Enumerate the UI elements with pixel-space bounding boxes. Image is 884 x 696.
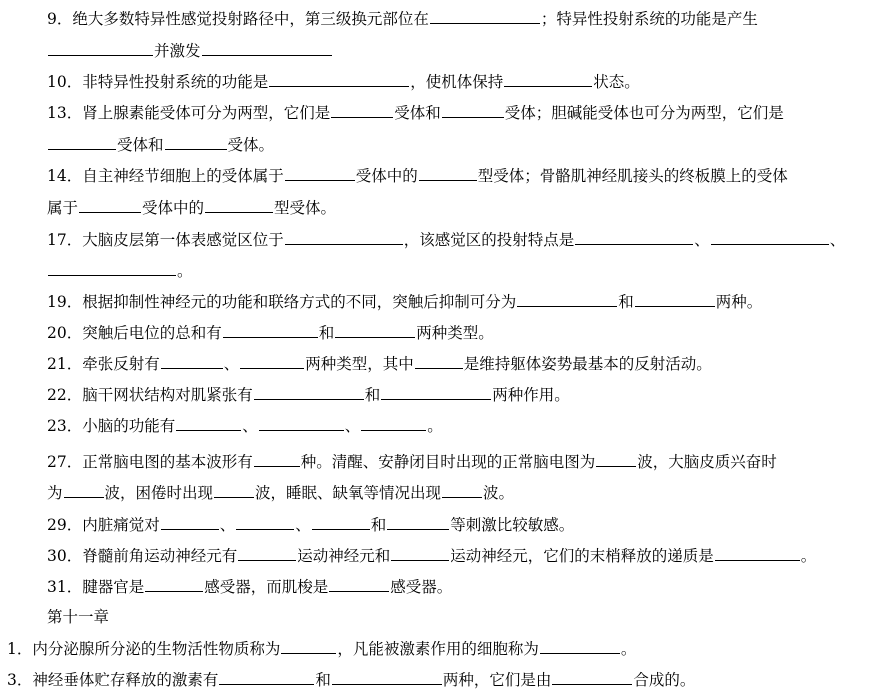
question-text: 13．肾上腺素能受体可分为两型，它们是 bbox=[47, 104, 331, 122]
answer-blank[interactable] bbox=[575, 229, 693, 245]
question-line bbox=[7, 669, 695, 690]
answer-blank[interactable] bbox=[269, 71, 409, 87]
question-line bbox=[47, 545, 816, 566]
question-text: 23．小脑的功能有 bbox=[47, 417, 176, 435]
answer-blank[interactable] bbox=[361, 415, 426, 431]
question-text: ；特异性投射系统的功能是产生 bbox=[540, 10, 758, 28]
question-text: 两种，它们是由 bbox=[442, 671, 552, 689]
question-text: 型受体。 bbox=[274, 199, 337, 217]
question-line bbox=[47, 322, 494, 343]
question-line bbox=[47, 415, 443, 436]
question-line bbox=[47, 40, 333, 61]
question-text: 30．脊髓前角运动神经元有 bbox=[47, 547, 238, 565]
question-text: 波，睡眠、缺氧等情况出现 bbox=[255, 484, 442, 502]
question-text: 受体中的 bbox=[142, 199, 205, 217]
answer-blank[interactable] bbox=[552, 669, 632, 685]
question-text: 两种。 bbox=[715, 293, 763, 311]
answer-blank[interactable] bbox=[223, 322, 318, 338]
question-text: 感受器。 bbox=[390, 578, 453, 596]
answer-blank[interactable] bbox=[240, 353, 304, 369]
question-line bbox=[47, 229, 845, 250]
question-text: 和 bbox=[364, 386, 381, 404]
answer-blank[interactable] bbox=[419, 165, 477, 181]
question-text: ，凡能被激素作用的细胞称为 bbox=[337, 640, 539, 658]
question-text: 为 bbox=[47, 484, 63, 502]
question-text: 受体。 bbox=[227, 136, 275, 154]
question-text: 1．内分泌腺所分泌的生物活性物质称为 bbox=[7, 640, 281, 658]
question-line bbox=[47, 102, 784, 123]
question-line bbox=[47, 134, 274, 155]
answer-blank[interactable] bbox=[331, 102, 393, 118]
answer-blank[interactable] bbox=[145, 576, 203, 592]
question-text: 。 bbox=[800, 547, 817, 565]
question-text: 受体；胆碱能受体也可分为两型，它们是 bbox=[504, 104, 784, 122]
question-line bbox=[47, 482, 514, 503]
answer-blank[interactable] bbox=[214, 482, 254, 498]
answer-blank[interactable] bbox=[161, 514, 219, 530]
question-text: 和 bbox=[318, 324, 335, 342]
question-text: ，该感觉区的投射特点是 bbox=[403, 231, 575, 249]
answer-blank[interactable] bbox=[254, 451, 300, 467]
question-text: 。 bbox=[620, 640, 637, 658]
answer-blank[interactable] bbox=[540, 638, 620, 654]
question-line bbox=[47, 165, 788, 186]
question-line bbox=[47, 8, 758, 29]
question-text: 22．脑干网状结构对肌紧张有 bbox=[47, 386, 253, 404]
question-text: 9．绝大多数特异性感觉投射路径中，第三级换元部位在 bbox=[47, 10, 429, 28]
question-text: 感受器，而肌梭是 bbox=[204, 578, 329, 596]
answer-blank[interactable] bbox=[259, 415, 344, 431]
question-text: 受体中的 bbox=[355, 167, 418, 185]
answer-blank[interactable] bbox=[711, 229, 829, 245]
question-text: 14．自主神经节细胞上的受体属于 bbox=[47, 167, 284, 185]
answer-blank[interactable] bbox=[715, 545, 800, 561]
question-text: 29．内脏痛觉对 bbox=[47, 516, 160, 534]
answer-blank[interactable] bbox=[79, 197, 141, 213]
answer-blank[interactable] bbox=[254, 384, 364, 400]
answer-blank[interactable] bbox=[238, 545, 296, 561]
answer-blank[interactable] bbox=[517, 291, 617, 307]
answer-blank[interactable] bbox=[202, 40, 332, 56]
question-text: 、 bbox=[295, 516, 311, 534]
question-text: 波，大脑皮质兴奋时 bbox=[637, 453, 777, 471]
question-text: 31．腱器官是 bbox=[47, 578, 145, 596]
answer-blank[interactable] bbox=[504, 71, 592, 87]
question-text: 受体和 bbox=[394, 104, 441, 122]
question-text: 状态。 bbox=[593, 73, 640, 91]
question-text: 、 bbox=[219, 516, 236, 534]
question-line bbox=[7, 638, 636, 659]
answer-blank[interactable] bbox=[329, 576, 389, 592]
question-line bbox=[47, 451, 777, 472]
question-line bbox=[47, 353, 712, 374]
answer-blank[interactable] bbox=[391, 545, 449, 561]
answer-blank[interactable] bbox=[219, 669, 314, 685]
answer-blank[interactable] bbox=[381, 384, 491, 400]
question-text: 。 bbox=[427, 417, 443, 435]
answer-blank[interactable] bbox=[332, 669, 442, 685]
question-line bbox=[47, 71, 640, 92]
question-line bbox=[47, 197, 336, 218]
question-text: 合成的。 bbox=[633, 671, 696, 689]
question-text: 波。 bbox=[483, 484, 515, 502]
question-text: 。 bbox=[177, 262, 193, 280]
question-text: 、 bbox=[829, 231, 846, 249]
question-line bbox=[47, 514, 574, 535]
question-text: 21．牵张反射有 bbox=[47, 355, 160, 373]
question-text: 20．突触后电位的总和有 bbox=[47, 324, 222, 342]
question-text: 波，困倦时出现 bbox=[104, 484, 214, 502]
question-text: 10．非特异性投射系统的功能是 bbox=[47, 73, 269, 91]
question-text: 和 bbox=[315, 671, 331, 689]
question-line bbox=[47, 260, 193, 281]
answer-blank[interactable] bbox=[442, 102, 504, 118]
question-text: 运动神经元，它们的末梢释放的递质是 bbox=[450, 547, 714, 565]
answer-blank[interactable] bbox=[48, 260, 176, 276]
answer-blank[interactable] bbox=[430, 8, 540, 24]
question-text: 、 bbox=[223, 355, 240, 373]
answer-blank[interactable] bbox=[236, 514, 294, 530]
question-text: 等刺激比较敏感。 bbox=[450, 516, 575, 534]
question-text: 两种作用。 bbox=[492, 386, 570, 404]
question-text: 、 bbox=[344, 417, 361, 435]
answer-blank[interactable] bbox=[48, 40, 153, 56]
answer-blank[interactable] bbox=[387, 514, 449, 530]
question-text: 、 bbox=[694, 231, 710, 249]
question-text: 17．大脑皮层第一体表感觉区位于 bbox=[47, 231, 284, 249]
answer-blank[interactable] bbox=[442, 482, 482, 498]
answer-blank[interactable] bbox=[312, 514, 370, 530]
answer-blank[interactable] bbox=[281, 638, 336, 654]
answer-blank[interactable] bbox=[635, 291, 715, 307]
question-text: 属于 bbox=[47, 199, 79, 217]
answer-blank[interactable] bbox=[285, 165, 355, 181]
question-text: 和 bbox=[618, 293, 634, 311]
question-text: 并激发 bbox=[154, 42, 201, 60]
answer-blank[interactable] bbox=[596, 451, 636, 467]
answer-blank[interactable] bbox=[64, 482, 104, 498]
question-text: 是维持躯体姿势最基本的反射活动。 bbox=[463, 355, 712, 373]
answer-blank[interactable] bbox=[161, 353, 223, 369]
question-text: 两种类型。 bbox=[416, 324, 494, 342]
question-text: 19．根据抑制性神经元的功能和联络方式的不同，突触后抑制可分为 bbox=[47, 293, 517, 311]
question-text: 27．正常脑电图的基本波形有 bbox=[47, 453, 253, 471]
chapter-heading bbox=[47, 607, 109, 627]
question-text: 型受体；骨骼肌神经肌接头的终板膜上的受体 bbox=[477, 167, 788, 185]
question-text: 、 bbox=[242, 417, 258, 435]
question-line bbox=[47, 576, 452, 597]
question-text: 和 bbox=[370, 516, 387, 534]
answer-blank[interactable] bbox=[205, 197, 273, 213]
question-text: ，使机体保持 bbox=[410, 73, 504, 91]
question-text: 种。清醒、安静闭目时出现的正常脑电图为 bbox=[300, 453, 596, 471]
question-line bbox=[47, 384, 570, 405]
question-text: 受体和 bbox=[117, 136, 164, 154]
answer-blank[interactable] bbox=[176, 415, 241, 431]
answer-blank[interactable] bbox=[165, 134, 227, 150]
question-text: 运动神经元和 bbox=[297, 547, 391, 565]
answer-blank[interactable] bbox=[285, 229, 403, 245]
answer-blank[interactable] bbox=[48, 134, 116, 150]
question-line bbox=[47, 291, 762, 312]
answer-blank[interactable] bbox=[415, 353, 463, 369]
question-text: 第十一章 bbox=[47, 608, 110, 626]
answer-blank[interactable] bbox=[335, 322, 415, 338]
question-text: 3．神经垂体贮存释放的激素有 bbox=[7, 671, 219, 689]
question-text: 两种类型，其中 bbox=[305, 355, 414, 373]
